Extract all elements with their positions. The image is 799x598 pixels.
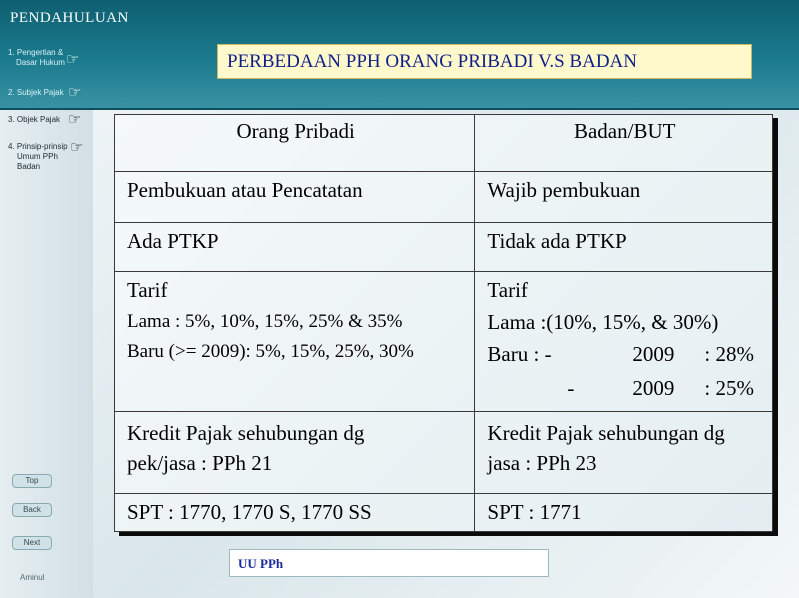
- next-button[interactable]: Next: [12, 536, 52, 550]
- cell-kredit-line1: Kredit Pajak sehubungan dg: [487, 421, 725, 445]
- sidebar: [0, 110, 93, 598]
- cell-tarif-row: [487, 373, 762, 407]
- nav-item-label: 2. Subjek Pajak: [8, 88, 64, 97]
- cell-tarif-year: 2009: [632, 376, 675, 400]
- cell-tarif-lama: Lama :(10%, 15%, & 30%): [487, 310, 719, 334]
- top-button[interactable]: Top: [12, 474, 52, 488]
- pointing-hand-icon[interactable]: ☞: [68, 112, 82, 128]
- cell-spt: SPT : 1771: [487, 500, 582, 524]
- cell-tarif-baru-row: [487, 339, 762, 373]
- comparison-table: [114, 114, 773, 532]
- nav-item-label: 4. Prinsip-prinsip: [8, 142, 68, 151]
- pointing-hand-icon[interactable]: ☞: [66, 52, 80, 68]
- slide-title-banner: [217, 44, 752, 79]
- pointing-hand-icon[interactable]: ☞: [68, 85, 82, 101]
- cell-kredit-line2: pek/jasa : PPh 21: [127, 451, 273, 475]
- cell-orang-pribadi: Ada PTKP: [127, 229, 219, 253]
- cell-badan: Tidak ada PTKP: [487, 229, 627, 253]
- table-row: [115, 223, 773, 272]
- cell-tarif-baru: Baru (>= 2009): 5%, 15%, 25%, 30%: [127, 341, 414, 362]
- slide-title: PERBEDAAN PPH ORANG PRIBADI V.S BADAN: [227, 51, 637, 72]
- table-row-tarif: [115, 272, 773, 412]
- column-header-orang-pribadi: Orang Pribadi: [236, 119, 355, 143]
- column-header-badan: Badan/BUT: [573, 119, 676, 143]
- nav-item-objek-pajak[interactable]: [8, 115, 60, 125]
- nav-item-pengertian[interactable]: [8, 48, 65, 68]
- cell-badan: Wajib pembukuan: [487, 178, 641, 202]
- cell-tarif-lama: Lama : 5%, 10%, 15%, 25% & 35%: [127, 311, 403, 332]
- page-title: PENDAHULUAN: [10, 10, 129, 26]
- table-header-row: [115, 115, 773, 172]
- nav-item-label: Dasar Hukum: [16, 58, 65, 67]
- cell-tarif-title: Tarif: [127, 278, 168, 302]
- cell-tarif-baru-label: Baru : -: [487, 342, 552, 366]
- author-label: Aminul: [20, 573, 45, 582]
- back-button[interactable]: Back: [12, 503, 52, 517]
- table-row: [115, 172, 773, 223]
- nav-item-prinsip[interactable]: [8, 142, 68, 172]
- cell-kredit-line2: jasa : PPh 23: [487, 451, 597, 475]
- nav-item-label: Umum PPh: [17, 152, 58, 161]
- cell-tarif-rate: : 28%: [704, 342, 754, 366]
- table-row: [115, 412, 773, 494]
- cell-tarif-dash: -: [567, 376, 575, 400]
- nav-item-label: Badan: [17, 162, 41, 171]
- nav-item-label: 3. Objek Pajak: [8, 115, 61, 124]
- cell-orang-pribadi: Pembukuan atau Pencatatan: [127, 178, 363, 202]
- table-row: [115, 494, 773, 532]
- nav-item-subjek-pajak[interactable]: [8, 88, 64, 98]
- cell-tarif-year: 2009: [632, 342, 675, 366]
- uu-pph-link[interactable]: [229, 549, 549, 577]
- cell-spt: SPT : 1770, 1770 S, 1770 SS: [127, 500, 372, 524]
- cell-kredit-line1: Kredit Pajak sehubungan dg: [127, 421, 365, 445]
- cell-tarif-title: Tarif: [487, 278, 528, 302]
- pointing-hand-icon[interactable]: ☞: [70, 140, 84, 156]
- uu-pph-link-label: UU PPh: [238, 556, 284, 571]
- nav-item-label: 1. Pengertian &: [8, 48, 64, 57]
- cell-tarif-rate: : 25%: [704, 376, 754, 400]
